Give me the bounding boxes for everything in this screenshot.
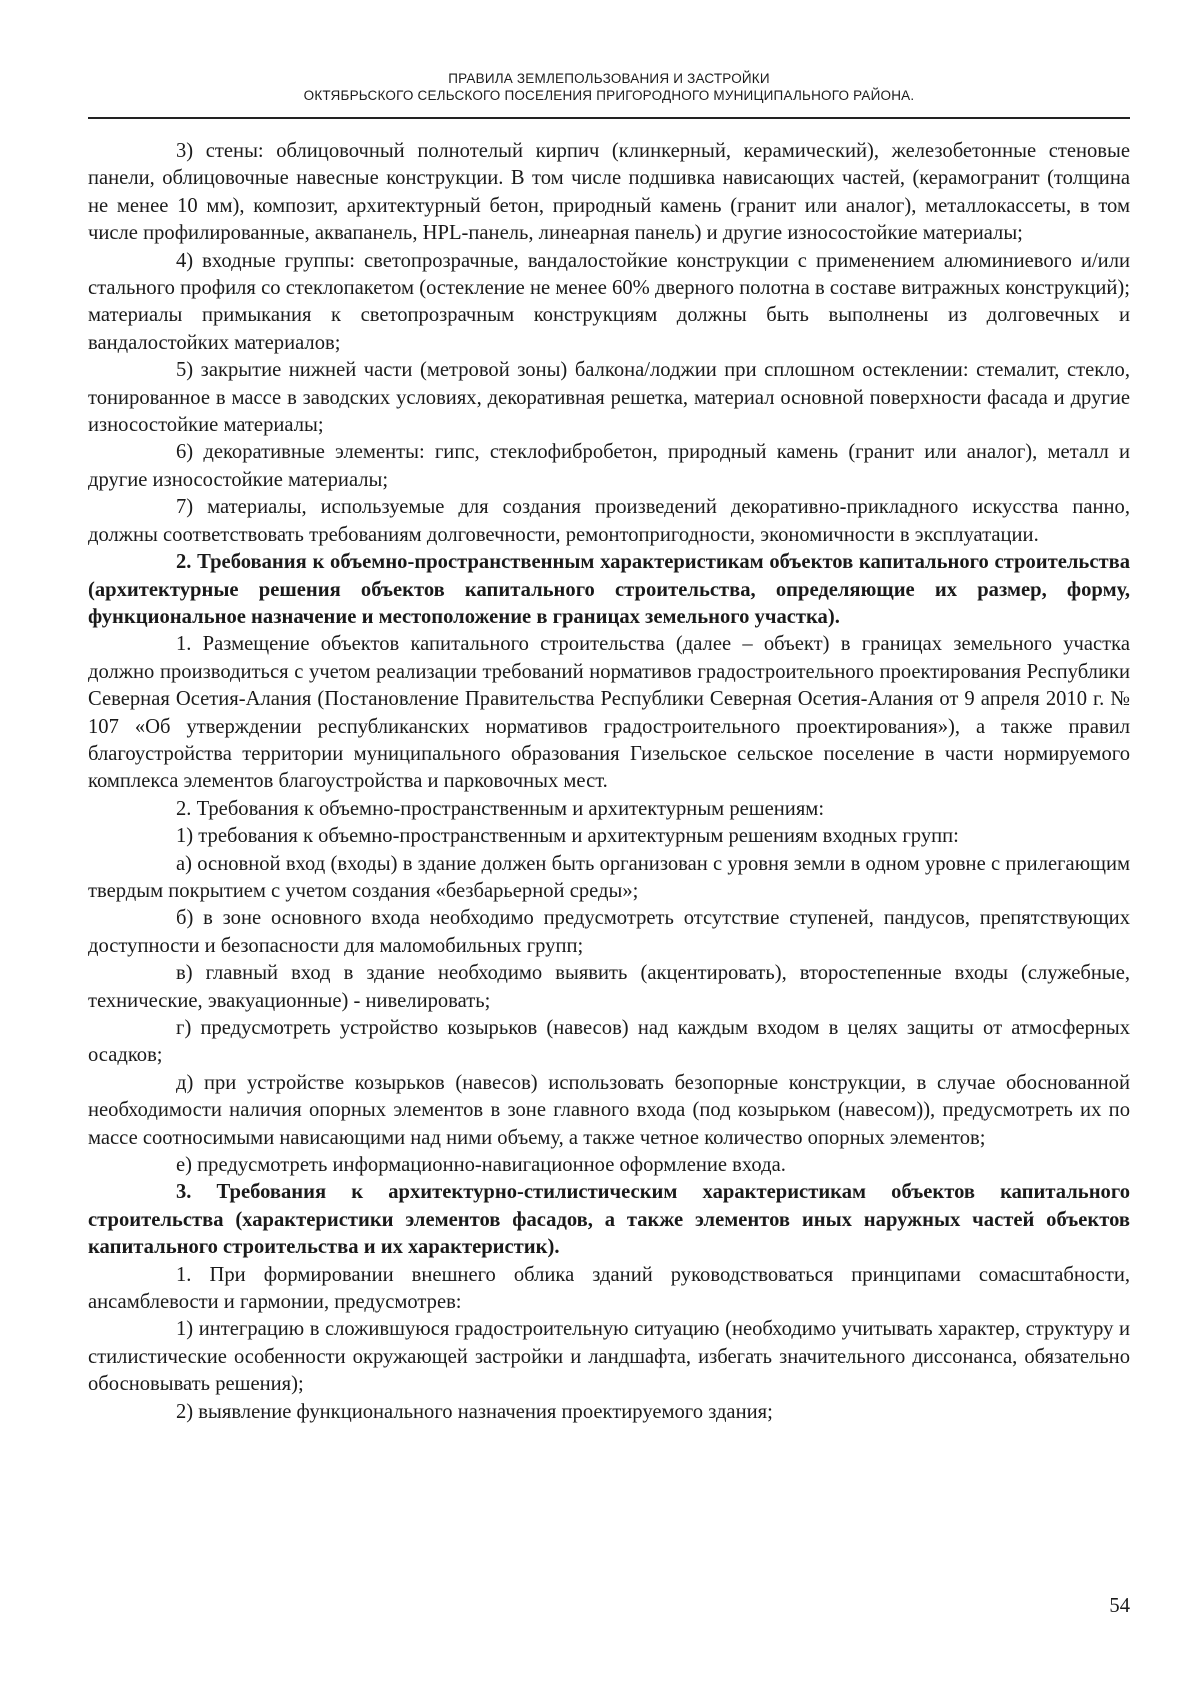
paragraph-function: 2) выявление функционального назначения проектируемого здания; [176,1400,773,1423]
section-heading-3: 3. Требования к архитектурно-стилистическим характеристикам объектов капитального строительства (характеристики элементов фасадов, а также элементов иных наружных частей объектов капитального строительства и их характеристик). [88,1181,1130,1259]
paragraph-item-g: г) предусмотреть устройство козырьков (навесов) над каждым входом в целях защиты от атмосферных осадков; [88,1017,1130,1067]
paragraph-item-3-walls: 3) стены: облицовочный полнотелый кирпич (клинкерный, керамический), железобетонные стеновые панели, облицовочные навесные конструкции. В том числе подшивка нависающих частей, (керамогранит (толщина не менее 10 мм), композит, архитектурный бетон, природный камень (гранит или аналог), металлокассеты, в том числе профилированные, аквапанель, HPL-панель, линеарная панель) и другие износостойкие материалы; [88,140,1130,245]
paragraph-item-4-entrance-groups: 4) входные группы: светопрозрачные, вандалостойкие конструкции с применением алюминиевого и/или стального профиля со стеклопакетом (остекление не менее 60% дверного полотна в составе витражных конструкций); материалы примыкания к светопрозрачным конструкциям должны быть выполнены из долговечных и вандалостойких материалов; [88,249,1130,354]
paragraph-requirements-intro: 2. Требования к объемно-пространственным и архитектурным решениям: [176,797,825,820]
paragraph-placement: 1. Размещение объектов капитального строительства (далее – объект) в границах земельного участка должно производиться с учетом реализации требований нормативов градостроительного проектирования Республики Северная Осетия-Алания (Постановление Правительства Республики Северная Осетия-Алания от 9 апреля 2010 г. № 107 «Об утверждении республиканских нормативов градостроительного проектирования»), а также правил благоустройства территории муниципального образования Гизельское сельское поселение в части нормируемого комплекса элементов благоустройства и парковочных мест. [88,633,1130,793]
paragraph-item-b: б) в зоне основного входа необходимо предусмотреть отсутствие ступеней, пандусов, препятствующих доступности и безопасности для маломобильных групп; [88,907,1130,957]
paragraph-item-7-panels: 7) материалы, используемые для создания произведений декоративно-прикладного искусства панно, должны соответствовать требованиям долговечности, ремонтопригодности, экономичности в эксплуатации. [88,496,1130,546]
paragraph-item-a: а) основной вход (входы) в здание должен быть организован с уровня земли в одном уровне с прилегающим твердым покрытием с учетом создания «безбарьерной среды»; [88,852,1130,902]
section-heading-2: 2. Требования к объемно-пространственным характеристикам объектов капитального строительства (архитектурные решения объектов капитального строительства, определяющие их размер, форму, функциональное назначение и местоположение в границах земельного участка). [88,551,1130,628]
header-line-2: ОКТЯБРЬСКОГО СЕЛЬСКОГО ПОСЕЛЕНИЯ ПРИГОРОДНОГО МУНИЦИПАЛЬНОГО РАЙОНА. [303,88,915,103]
document-header [88,70,1130,104]
paragraph-integration: 1) интеграцию в сложившуюся градостроительную ситуацию (необходимо учитывать характер, структуру и стилистические особенности окружающей застройки и ландшафта, избегать значительного диссонанса, обязательно обосновывать решения); [88,1318,1130,1396]
header-divider [88,117,1130,119]
page-number: 54 [1109,1595,1130,1617]
paragraph-item-v: в) главный вход в здание необходимо выявить (акцентировать), второстепенные входы (служебные, технические, эвакуационные) - нивелировать; [88,962,1130,1012]
paragraph-item-e: е) предусмотреть информационно-навигационное оформление входа. [176,1154,786,1177]
paragraph-facade-principles: 1. При формировании внешнего облика зданий руководствоваться принципами сомасштабности, ансамблевости и гармонии, предусмотрев: [88,1263,1130,1314]
paragraph-entrance-requirements: 1) требования к объемно-пространственным и архитектурным решениям входных групп: [176,825,959,848]
document-body [88,138,1130,1426]
paragraph-item-6-decorative: 6) декоративные элементы: гипс, стеклофибробетон, природный камень (гранит или аналог), металл и другие износостойкие материалы; [88,441,1130,491]
header-line-1: ПРАВИЛА ЗЕМЛЕПОЛЬЗОВАНИЯ И ЗАСТРОЙКИ [448,71,770,86]
paragraph-item-d: д) при устройстве козырьков (навесов) использовать безопорные конструкции, в случае обоснованной необходимости наличия опорных элементов в зоне главного входа (под козырьком (навесом)), предусмотреть их по массе соотносимыми нависающими над ними объему, а также четное количество опорных элементов; [88,1071,1130,1149]
paragraph-item-5-balcony: 5) закрытие нижней части (метровой зоны) балкона/лоджии при сплошном остеклении: стемалит, стекло, тонированное в массе в заводских условиях, декоративная решетка, материал основной поверхности фасада и другие износостойкие материалы; [88,359,1130,437]
